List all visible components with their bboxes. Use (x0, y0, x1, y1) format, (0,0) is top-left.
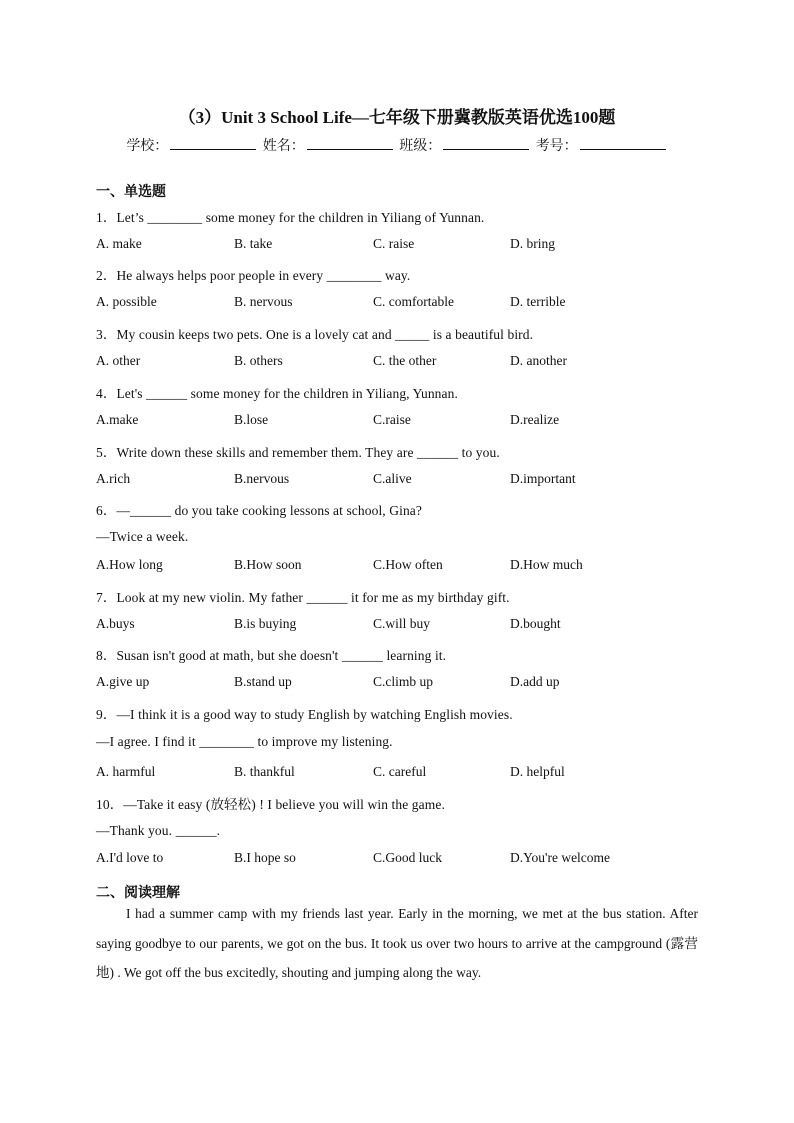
option-b[interactable]: B.is buying (234, 616, 297, 631)
option-c[interactable]: C.will buy (373, 616, 431, 631)
question-stem: 9．—I think it is a good way to study English by watching English movies. (96, 707, 513, 722)
option-d[interactable]: D. another (510, 353, 567, 368)
option-d[interactable]: D. terrible (510, 294, 566, 309)
option-c[interactable]: C.alive (373, 471, 412, 486)
option-d[interactable]: D.realize (510, 412, 560, 427)
school-blank[interactable] (170, 137, 256, 150)
option-b[interactable]: B.I hope so (234, 850, 296, 865)
option-a[interactable]: A.How long (96, 557, 163, 572)
option-d[interactable]: D.You're welcome (510, 850, 611, 865)
option-a[interactable]: A.give up (96, 674, 150, 689)
option-d[interactable]: D.important (510, 471, 576, 486)
student-info-line (0, 135, 794, 155)
option-c[interactable]: C.climb up (373, 674, 433, 689)
option-c[interactable]: C.How often (373, 557, 443, 572)
name-label: 姓名： (262, 138, 305, 154)
reading-paragraph: I had a summer camp with my friends last year. Early in the morning, we met at the bus station. After saying goodbye to our parents, we got on the bus. It took us over two hours to arrive at the campground (露营地) . We got off the bus excitedly, shouting and jumping along the way. (96, 906, 698, 980)
option-d[interactable]: D.How much (510, 557, 583, 572)
number-label: 考号： (535, 138, 578, 154)
question-stem-reply: —Thank you. ______. (96, 823, 221, 838)
option-c[interactable]: C. comfortable (373, 294, 454, 309)
question-stem: 1．Let’s ________ some money for the children in Yiliang of Yunnan. (96, 210, 485, 225)
option-a[interactable]: A. other (96, 353, 141, 368)
option-d[interactable]: D.add up (510, 674, 560, 689)
option-a[interactable]: A.buys (96, 616, 135, 631)
option-b[interactable]: B.How soon (234, 557, 302, 572)
option-d[interactable]: D.bought (510, 616, 561, 631)
option-c[interactable]: C. careful (373, 764, 427, 779)
option-a[interactable]: A.make (96, 412, 139, 427)
class-label: 班级： (399, 138, 442, 154)
question-stem: 6．—______ do you take cooking lessons at school, Gina? (96, 503, 422, 518)
option-c[interactable]: C. raise (373, 236, 415, 251)
question-stem: 8．Susan isn't good at math, but she doesn't ______ learning it. (96, 648, 447, 663)
option-b[interactable]: B.nervous (234, 471, 290, 486)
option-a[interactable]: A.I'd love to (96, 850, 164, 865)
option-a[interactable]: A. possible (96, 294, 157, 309)
option-b[interactable]: B. others (234, 353, 283, 368)
question-stem: 2．He always helps poor people in every ________ way. (96, 268, 411, 283)
option-c[interactable]: C.Good luck (373, 850, 442, 865)
option-b[interactable]: B. nervous (234, 294, 293, 309)
option-b[interactable]: B.lose (234, 412, 269, 427)
option-b[interactable]: B.stand up (234, 674, 292, 689)
section-heading-single-choice: 一、单选题 (96, 184, 166, 200)
question-stem: 3．My cousin keeps two pets. One is a lovely cat and _____ is a beautiful bird. (96, 327, 534, 342)
option-c[interactable]: C.raise (373, 412, 411, 427)
option-a[interactable]: A.rich (96, 471, 131, 486)
section-heading-reading: 二、阅读理解 (96, 885, 180, 901)
option-b[interactable]: B. thankful (234, 764, 295, 779)
question-stem: 4．Let's ______ some money for the children in Yiliang, Yunnan. (96, 386, 458, 401)
question-stem: 10．—Take it easy (放轻松) ! I believe you will win the game. (96, 797, 445, 812)
question-stem-reply: —I agree. I find it ________ to improve my listening. (96, 734, 393, 749)
option-c[interactable]: C. the other (373, 353, 437, 368)
question-stem: 5．Write down these skills and remember them. They are ______ to you. (96, 445, 500, 460)
option-d[interactable]: D. helpful (510, 764, 565, 779)
page-title: （3）Unit 3 School Life—七年级下册冀教版英语优选100题 (178, 108, 616, 127)
reading-passage (96, 899, 698, 988)
option-d[interactable]: D. bring (510, 236, 555, 251)
option-b[interactable]: B. take (234, 236, 273, 251)
number-blank[interactable] (580, 137, 666, 150)
question-stem: 7．Look at my new violin. My father ______ it for me as my birthday gift. (96, 590, 510, 605)
question-stem-reply: —Twice a week. (96, 529, 189, 544)
option-a[interactable]: A. make (96, 236, 142, 251)
class-blank[interactable] (443, 137, 529, 150)
school-label: 学校： (126, 138, 169, 154)
name-blank[interactable] (307, 137, 393, 150)
option-a[interactable]: A. harmful (96, 764, 156, 779)
